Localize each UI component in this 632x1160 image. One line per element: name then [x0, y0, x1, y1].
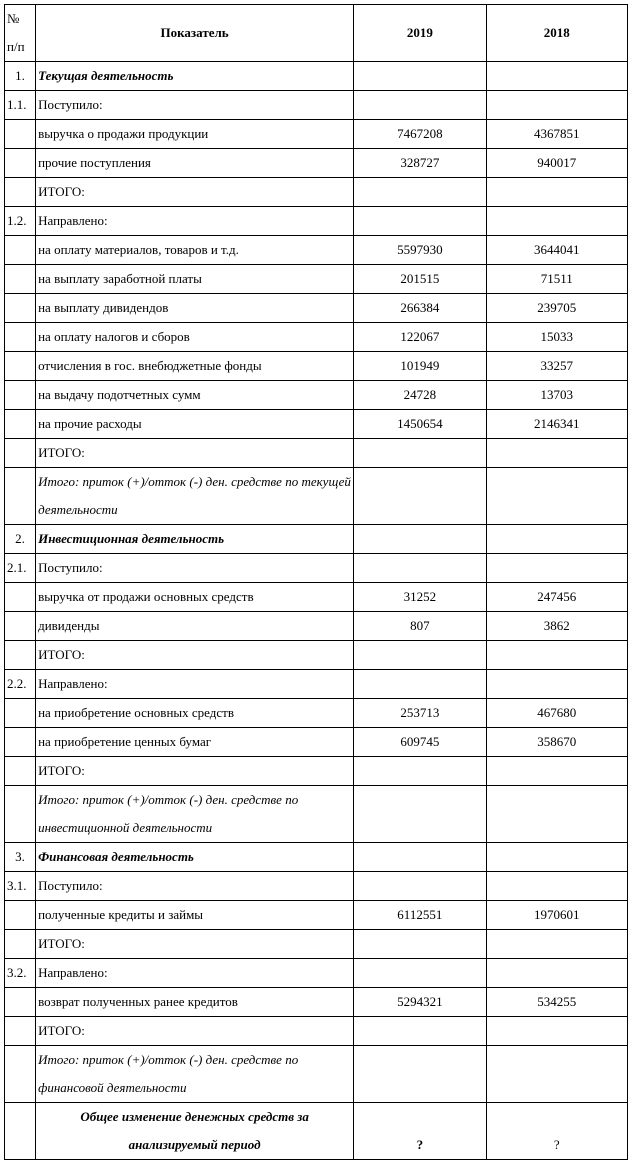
table-row	[5, 1046, 628, 1103]
row-number	[5, 786, 36, 843]
table-row	[5, 641, 628, 670]
row-label: Поступило:	[36, 872, 354, 901]
table-row	[5, 583, 628, 612]
value-2018: 13703	[486, 381, 627, 410]
value-2019	[354, 207, 486, 236]
cash-flow-table	[4, 4, 628, 1160]
value-2019	[354, 62, 486, 91]
row-number	[5, 901, 36, 930]
value-2019: 328727	[354, 149, 486, 178]
row-number	[5, 583, 36, 612]
value-2018	[486, 62, 627, 91]
table-row	[5, 988, 628, 1017]
row-label: Поступило:	[36, 554, 354, 583]
value-2019	[354, 872, 486, 901]
header-row	[5, 5, 628, 62]
row-number	[5, 410, 36, 439]
row-number: 1.	[5, 62, 36, 91]
value-2018	[486, 554, 627, 583]
value-2018: 3644041	[486, 236, 627, 265]
row-number	[5, 236, 36, 265]
row-label: Итого: приток (+)/отток (-) ден. средстве по инвестиционной деятельности	[36, 786, 354, 843]
row-number	[5, 641, 36, 670]
value-2018: 358670	[486, 728, 627, 757]
row-number: 2.2.	[5, 670, 36, 699]
row-number: 1.2.	[5, 207, 36, 236]
row-number	[5, 988, 36, 1017]
table-row	[5, 728, 628, 757]
value-2019: 24728	[354, 381, 486, 410]
value-2018: 534255	[486, 988, 627, 1017]
value-2019	[354, 1046, 486, 1103]
value-2018	[486, 959, 627, 988]
row-label: на приобретение ценных бумаг	[36, 728, 354, 757]
value-2019	[354, 468, 486, 525]
value-2019	[354, 1017, 486, 1046]
value-2018	[486, 525, 627, 554]
table-row	[5, 381, 628, 410]
table-body	[5, 62, 628, 1160]
row-number	[5, 439, 36, 468]
row-label: возврат полученных ранее кредитов	[36, 988, 354, 1017]
value-2019	[354, 641, 486, 670]
row-number	[5, 352, 36, 381]
value-2019: 201515	[354, 265, 486, 294]
value-2019: 31252	[354, 583, 486, 612]
value-2019	[354, 930, 486, 959]
table-row	[5, 178, 628, 207]
value-2019	[354, 959, 486, 988]
value-2019	[354, 439, 486, 468]
value-2018	[486, 178, 627, 207]
row-label: ИТОГО:	[36, 178, 354, 207]
table-row	[5, 1017, 628, 1046]
row-number	[5, 612, 36, 641]
table-row	[5, 91, 628, 120]
table-row	[5, 439, 628, 468]
value-2019: 1450654	[354, 410, 486, 439]
row-number: 3.2.	[5, 959, 36, 988]
header-year-2019: 2019	[354, 5, 486, 62]
value-2018	[486, 757, 627, 786]
table-row	[5, 149, 628, 178]
table-row	[5, 207, 628, 236]
table-row	[5, 525, 628, 554]
table-row	[5, 959, 628, 988]
header-num: № п/п	[5, 5, 36, 62]
row-label: выручка о продажи продукции	[36, 120, 354, 149]
value-2019	[354, 843, 486, 872]
value-2019: 609745	[354, 728, 486, 757]
row-number	[5, 930, 36, 959]
row-label: отчисления в гос. внебюджетные фонды	[36, 352, 354, 381]
value-2019	[354, 757, 486, 786]
row-label: ИТОГО:	[36, 641, 354, 670]
row-label: Общее изменение денежных средств за анализируемый период	[36, 1103, 354, 1160]
value-2019: 266384	[354, 294, 486, 323]
value-2018	[486, 786, 627, 843]
row-label: ИТОГО:	[36, 757, 354, 786]
table-row	[5, 410, 628, 439]
value-2018: 940017	[486, 149, 627, 178]
value-2018	[486, 439, 627, 468]
row-label: ИТОГО:	[36, 439, 354, 468]
row-number	[5, 120, 36, 149]
value-2018	[486, 1017, 627, 1046]
table-row	[5, 930, 628, 959]
row-number	[5, 1103, 36, 1160]
table-row	[5, 843, 628, 872]
value-2019: 7467208	[354, 120, 486, 149]
row-number: 2.	[5, 525, 36, 554]
row-number	[5, 294, 36, 323]
value-2018	[486, 468, 627, 525]
value-2019: 5597930	[354, 236, 486, 265]
table-row	[5, 1103, 628, 1160]
value-2018	[486, 641, 627, 670]
value-2018	[486, 91, 627, 120]
table-row	[5, 786, 628, 843]
row-number	[5, 265, 36, 294]
value-2018: 15033	[486, 323, 627, 352]
table-row	[5, 352, 628, 381]
value-2018: 2146341	[486, 410, 627, 439]
value-2019	[354, 554, 486, 583]
value-2018: 3862	[486, 612, 627, 641]
row-number	[5, 468, 36, 525]
value-2018: 247456	[486, 583, 627, 612]
row-label: Финансовая деятельность	[36, 843, 354, 872]
value-2019: 5294321	[354, 988, 486, 1017]
value-2019	[354, 525, 486, 554]
row-label: на выплату дивидендов	[36, 294, 354, 323]
table-row	[5, 670, 628, 699]
row-label: на выдачу подотчетных сумм	[36, 381, 354, 410]
row-number	[5, 728, 36, 757]
row-label: Итого: приток (+)/отток (-) ден. средстве по текущей деятельности	[36, 468, 354, 525]
value-2019	[354, 670, 486, 699]
row-number	[5, 757, 36, 786]
value-2019: 101949	[354, 352, 486, 381]
row-label: полученные кредиты и займы	[36, 901, 354, 930]
value-2019: 807	[354, 612, 486, 641]
table-row	[5, 612, 628, 641]
row-label: Текущая деятельность	[36, 62, 354, 91]
row-label: прочие поступления	[36, 149, 354, 178]
row-number	[5, 381, 36, 410]
row-label: Направлено:	[36, 670, 354, 699]
row-number	[5, 149, 36, 178]
value-2018	[486, 872, 627, 901]
row-label: на оплату налогов и сборов	[36, 323, 354, 352]
value-2018	[486, 1046, 627, 1103]
value-2019: ?	[354, 1103, 486, 1160]
table-row	[5, 757, 628, 786]
row-label: выручка от продажи основных средств	[36, 583, 354, 612]
table-row	[5, 62, 628, 91]
row-label: на приобретение основных средств	[36, 699, 354, 728]
table-row	[5, 699, 628, 728]
value-2019: 6112551	[354, 901, 486, 930]
value-2019	[354, 786, 486, 843]
table-row	[5, 265, 628, 294]
value-2019: 122067	[354, 323, 486, 352]
row-number	[5, 1017, 36, 1046]
row-label: Направлено:	[36, 207, 354, 236]
value-2018: 467680	[486, 699, 627, 728]
row-label: дивиденды	[36, 612, 354, 641]
row-number: 2.1.	[5, 554, 36, 583]
row-label: на оплату материалов, товаров и т.д.	[36, 236, 354, 265]
value-2019	[354, 91, 486, 120]
row-label: Итого: приток (+)/отток (-) ден. средстве по финансовой деятельности	[36, 1046, 354, 1103]
value-2018	[486, 930, 627, 959]
row-number: 1.1.	[5, 91, 36, 120]
value-2018	[486, 843, 627, 872]
table-row	[5, 901, 628, 930]
row-number	[5, 178, 36, 207]
row-label: на прочие расходы	[36, 410, 354, 439]
row-number	[5, 323, 36, 352]
table-row	[5, 236, 628, 265]
row-number: 3.1.	[5, 872, 36, 901]
value-2019	[354, 178, 486, 207]
header-indicator: Показатель	[36, 5, 354, 62]
table-row	[5, 554, 628, 583]
row-label: ИТОГО:	[36, 1017, 354, 1046]
value-2018	[486, 670, 627, 699]
row-number: 3.	[5, 843, 36, 872]
row-label: Инвестиционная деятельность	[36, 525, 354, 554]
table-row	[5, 872, 628, 901]
row-number	[5, 1046, 36, 1103]
table-row	[5, 323, 628, 352]
table-row	[5, 468, 628, 525]
table-row	[5, 294, 628, 323]
row-number	[5, 699, 36, 728]
row-label: на выплату заработной платы	[36, 265, 354, 294]
value-2018: 71511	[486, 265, 627, 294]
value-2018: 239705	[486, 294, 627, 323]
value-2019: 253713	[354, 699, 486, 728]
row-label: Поступило:	[36, 91, 354, 120]
row-label: ИТОГО:	[36, 930, 354, 959]
value-2018: 1970601	[486, 901, 627, 930]
header-year-2018: 2018	[486, 5, 627, 62]
value-2018	[486, 207, 627, 236]
value-2018: ?	[486, 1103, 627, 1160]
table-row	[5, 120, 628, 149]
value-2018: 4367851	[486, 120, 627, 149]
row-label: Направлено:	[36, 959, 354, 988]
value-2018: 33257	[486, 352, 627, 381]
